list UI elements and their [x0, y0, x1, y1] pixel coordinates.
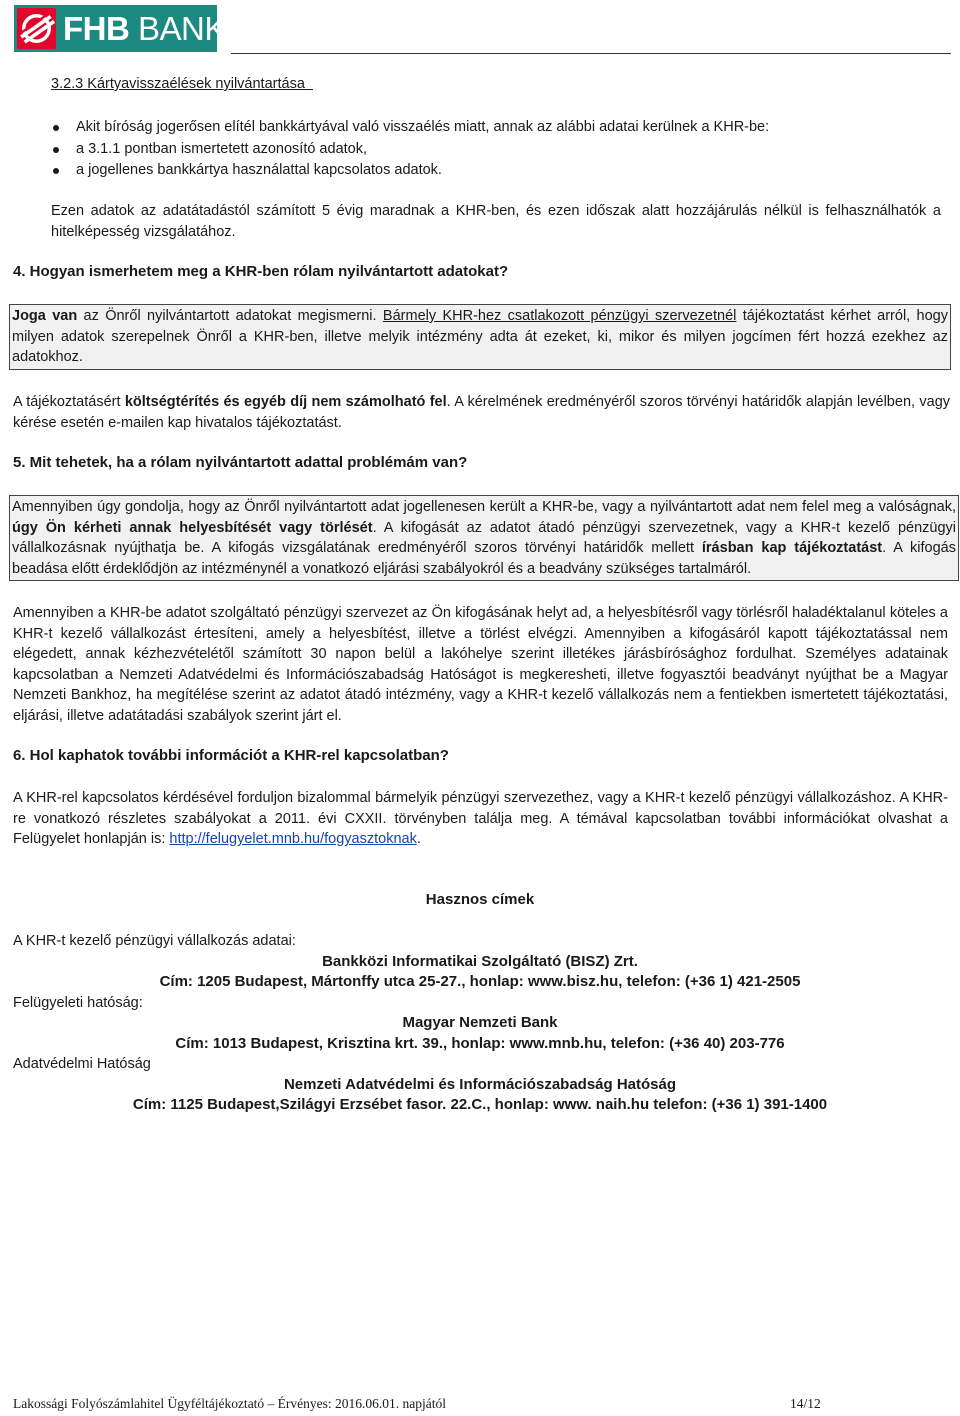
footer-document-title: Lakossági Folyószámlahitel Ügyféltájékoztató – Érvényes: 2016.06.01. napjától	[13, 1396, 447, 1411]
section-4-highlight-box: Joga van az Önről nyilvántartott adatokat megismerni. Bármely KHR-hez csatlakozott pénzügyi szervezetnél tájékoztatást kérhet arról, hogy milyen adatok szerepelnek Önről a KHR-ben, illetve melyik intézmény adta át ezeket, ki, mikor és milyen jogcímen fért hozzá ezekhez az adatokhoz.	[9, 304, 951, 370]
section-4-paragraph: A tájékoztatásért költségtérítés és egyéb díj nem számolható fel. A kérelmének eredményéről szoros törvényi határidők alapján levélben, vagy kérése esetén e-mailen kap hivatalos tájékoztatást.	[13, 394, 951, 431]
section-5-highlight-box: Amennyiben úgy gondolja, hogy az Önről nyilvántartott adat jogellenesen került a KHR-be, vagy a nyilvántartott adat nem felel meg a valóságnak, úgy Ön kérheti annak helyesbítését vagy törlését. A kifogását az adatot átadó pénzügyi szervezetnek, vagy a KHR-t kezelő pénzügyi vállalkozásnak nyújthatja be. A kifogás vizsgálatának eredményéről szoros törvényi határidők mellett írásban kap tájékoztatást. A kifogás beadása előtt érdeklődjön az intézménynél a vonatkozó eljárási szabályokról és a beadvány szükséges tartalmáról.	[9, 495, 959, 581]
mnb-name: Magyar Nemzeti Bank	[402, 1014, 558, 1031]
naih-address: Cím: 1125 Budapest,Szilágyi Erzsébet fasor. 22.C., honlap: www. naih.hu telefon: (+36 1) 391-1400	[132, 1096, 828, 1113]
useful-addresses-title: Hasznos címek	[425, 891, 535, 908]
fhb-logo-mark-icon	[17, 8, 56, 49]
list-item: a jogellenes bankkártya használattal kapcsolatos adatok.	[51, 160, 951, 182]
section-323-title: 3.2.3 Kártyavisszaélések nyilvántartása	[51, 76, 305, 92]
fhb-bank-logo	[14, 5, 226, 52]
supervisor-label: Felügyeleti hatóság:	[13, 995, 143, 1011]
header-divider	[231, 53, 951, 54]
highlight-underlined: Bármely KHR-hez csatlakozott pénzügyi szervezetnél	[382, 308, 737, 324]
bisz-address: Cím: 1205 Budapest, Mártonffy utca 25-27., honlap: www.bisz.hu, telefon: (+36 1) 421-2505	[159, 973, 801, 990]
section-4-heading: 4. Hogyan ismerhetem meg a KHR-ben rólam nyilvántartott adatokat?	[13, 263, 509, 280]
highlight-bold: Joga van	[12, 308, 78, 324]
logo-wordmark: FHB BANK	[63, 10, 226, 47]
data-protection-label: Adatvédelmi Hatóság	[13, 1056, 151, 1072]
section-6-paragraph: A KHR-rel kapcsolatos kérdésével forduljon bizalommal bármelyik pénzügyi szervezethez, vagy a KHR-t kezelő pénzügyi vállalkozáshoz. A KHR-re vonatkozó részletes szabályokat a 2011. évi CXXII. törvényben találja meg. A témával kapcsolatban további információkat olvashat a Felügyelet honlapján is: http://felugyelet.mnb.hu/fogyasztoknak.	[13, 790, 948, 848]
list-item: a 3.1.1 pontban ismertetett azonosító adatok,	[51, 139, 951, 161]
mnb-address: Cím: 1013 Budapest, Krisztina krt. 39., honlap: www.mnb.hu, telefon: (+36 40) 203-776	[175, 1035, 785, 1052]
section-323-bullet-list	[51, 117, 951, 182]
section-6-heading: 6. Hol kaphatok további információt a KHR-rel kapcsolatban?	[13, 747, 449, 764]
khr-operator-label: A KHR-t kezelő pénzügyi vállalkozás adatai:	[13, 933, 296, 949]
bisz-name: Bankközi Informatikai Szolgáltató (BISZ) Zrt.	[322, 953, 638, 970]
section-5-paragraph: Amennyiben a KHR-be adatot szolgáltató pénzügyi szervezet az Ön kifogásának helyt ad, a helyesbítésről vagy törlésről haladéktalanul köteles a KHR-t kezelő vállalkozást értesíteni, amely a helyesbítést, illetve a törlést elvégzi. Amennyiben a kifogásáról kapott tájékoztatással nem elégedett, annak kézhezvételétől számított 30 napon belül a lakóhelye szerint illetékes járásbírósághoz fordulhat. Személyes adatainak kapcsolatban a Nemzeti Adatvédelmi és Információszabadság Hatóságot is megkeresheti, illetve fogyasztói beadványt nyújthat be a Magyar Nemzeti Bankhoz, ha megítélése szerint az adatot átadó intézmény, vagy a KHR-t kezelő vállalkozás nem a fentiekben ismertetett tájékoztatási, eljárási, illetve adatátadási szabályok szerint járt el.	[13, 605, 948, 724]
felugyelet-link[interactable]: http://felugyelet.mnb.hu/fogyasztoknak	[169, 831, 417, 848]
list-item: Akit bíróság jogerősen elítél bankkártyával való visszaélés miatt, annak az alábbi adatai kerülnek a KHR-be:	[51, 117, 951, 139]
section-5-heading: 5. Mit tehetek, ha a rólam nyilvántartott adattal problémám van?	[13, 454, 468, 471]
footer-page-number: 14/12	[790, 1396, 821, 1411]
section-323-paragraph: Ezen adatok az adatátadástól számított 5 évig maradnak a KHR-ben, és ezen időszak alatt hozzájárulás nélkül is felhasználhatók a hitelképesség vizsgálatához.	[51, 203, 941, 240]
naih-name: Nemzeti Adatvédelmi és Információszabadság Hatóság	[283, 1076, 677, 1093]
